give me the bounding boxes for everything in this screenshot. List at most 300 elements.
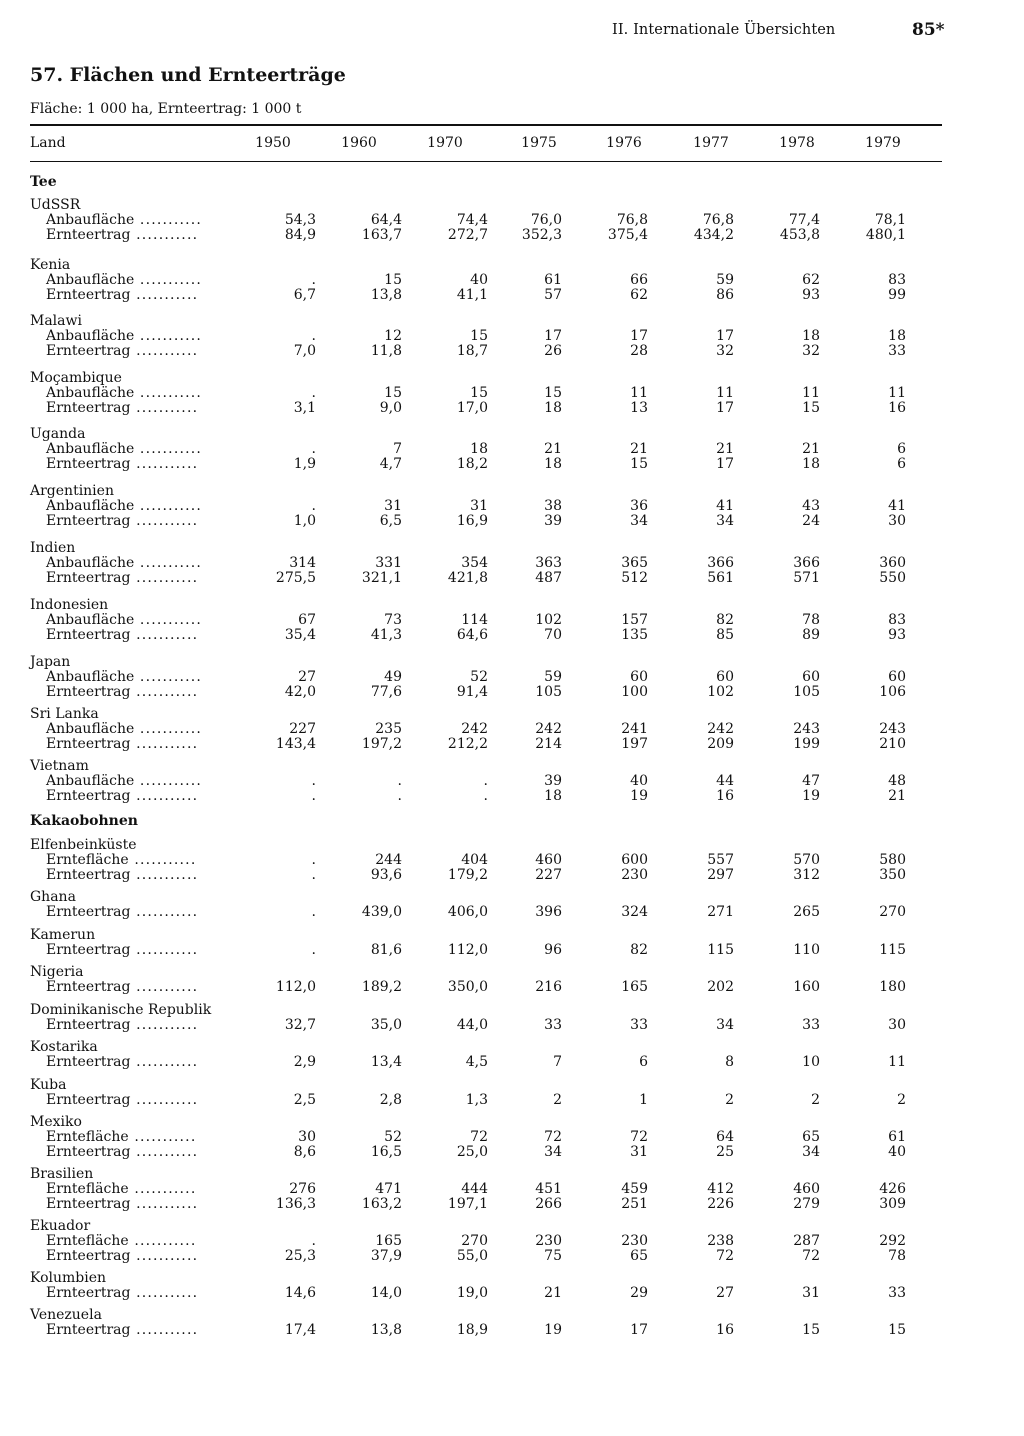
table-cell: 550 <box>879 570 906 586</box>
row-label <box>46 272 202 288</box>
table-cell: 18 <box>544 788 562 804</box>
table-cell: . <box>311 385 316 401</box>
table-cell: 62 <box>630 287 648 303</box>
table-cell: 21 <box>802 441 820 457</box>
row-label <box>46 1196 198 1212</box>
table-cell: 270 <box>879 904 906 920</box>
leader-dots: ........... <box>134 773 203 789</box>
table-cell: 202 <box>707 979 734 995</box>
table-cell: 115 <box>707 942 734 958</box>
row-label-text: Anbaufläche <box>46 212 135 228</box>
leader-dots: ........... <box>130 570 199 586</box>
table-cell: 21 <box>544 1285 562 1301</box>
table-cell: 21 <box>544 441 562 457</box>
table-cell: 18 <box>470 441 488 457</box>
table-cell: 365 <box>621 555 648 571</box>
table-cell: 19 <box>802 788 820 804</box>
table-cell: 209 <box>707 736 734 752</box>
row-label-text: Ernteertrag <box>46 456 131 472</box>
row-label-text: Anbaufläche <box>46 669 135 685</box>
table-cell: 60 <box>888 669 906 685</box>
table-cell: 35,4 <box>284 627 316 643</box>
units-note: Fläche: 1 000 ha, Ernteertrag: 1 000 t <box>30 101 302 117</box>
table-cell: 136,3 <box>275 1196 316 1212</box>
leader-dots: ........... <box>128 1129 197 1145</box>
table-cell: 15 <box>384 385 402 401</box>
row-label-text: Ernteertrag <box>46 1322 131 1338</box>
row-label <box>46 788 198 804</box>
country-name: Kamerun <box>30 927 96 943</box>
table-cell: 18,2 <box>456 456 488 472</box>
table-cell: 83 <box>888 272 906 288</box>
country-name: Japan <box>30 654 71 670</box>
table-cell: 4,7 <box>379 456 402 472</box>
table-cell: 18,7 <box>456 343 488 359</box>
table-cell: . <box>311 942 316 958</box>
row-label <box>46 212 202 228</box>
row-label <box>46 979 198 995</box>
row-label-text: Ernteertrag <box>46 1092 131 1108</box>
table-cell: 297 <box>707 867 734 883</box>
table-cell: 265 <box>793 904 820 920</box>
row-label <box>46 1322 198 1338</box>
row-label <box>46 1181 196 1197</box>
table-cell: 34 <box>544 1144 562 1160</box>
table-cell: 163,7 <box>361 227 402 243</box>
table-cell: 2 <box>811 1092 820 1108</box>
table-cell: 57 <box>544 287 562 303</box>
table-cell: 214 <box>535 736 562 752</box>
table-cell: 366 <box>793 555 820 571</box>
table-cell: 34 <box>716 513 734 529</box>
table-cell: 59 <box>716 272 734 288</box>
table-cell: 580 <box>879 852 906 868</box>
table-cell: 197,1 <box>447 1196 488 1212</box>
row-label <box>46 684 198 700</box>
table-cell: 309 <box>879 1196 906 1212</box>
table-cell: 360 <box>879 555 906 571</box>
row-label <box>46 1144 198 1160</box>
table-cell: 29 <box>630 1285 648 1301</box>
table-cell: 4,5 <box>465 1054 488 1070</box>
table-cell: 3,1 <box>293 400 316 416</box>
table-cell: . <box>311 904 316 920</box>
table-cell: 66 <box>630 272 648 288</box>
column-header-year: 1950 <box>255 135 291 151</box>
table-cell: 18 <box>888 328 906 344</box>
page-title: 57. Flächen und Ernteerträge <box>30 64 346 86</box>
row-label <box>46 400 198 416</box>
table-cell: 6,7 <box>293 287 316 303</box>
row-label <box>46 1233 196 1249</box>
table-cell: 242 <box>707 721 734 737</box>
row-label-text: Ernteertrag <box>46 227 131 243</box>
table-cell: 6 <box>897 441 906 457</box>
row-label <box>46 1129 196 1145</box>
table-cell: 105 <box>535 684 562 700</box>
table-cell: 82 <box>716 612 734 628</box>
table-cell: 165 <box>375 1233 402 1249</box>
row-label-text: Ernteertrag <box>46 736 131 752</box>
row-label-text: Ernteertrag <box>46 627 131 643</box>
page-number: 85* <box>912 20 945 40</box>
table-cell: . <box>311 1233 316 1249</box>
column-header-land: Land <box>30 135 66 151</box>
table-cell: 41,1 <box>456 287 488 303</box>
row-label <box>46 287 198 303</box>
row-label-text: Erntefläche <box>46 852 129 868</box>
table-cell: 230 <box>621 1233 648 1249</box>
column-header-year: 1976 <box>606 135 642 151</box>
table-cell: 26 <box>544 343 562 359</box>
table-cell: 25,0 <box>456 1144 488 1160</box>
table-cell: 366 <box>707 555 734 571</box>
table-cell: 78 <box>888 1248 906 1264</box>
table-cell: 2,8 <box>379 1092 402 1108</box>
table-cell: 487 <box>535 570 562 586</box>
table-cell: 115 <box>879 942 906 958</box>
leader-dots: ........... <box>130 513 199 529</box>
country-name: Elfenbeinküste <box>30 837 137 853</box>
table-cell: 270 <box>461 1233 488 1249</box>
leader-dots: ........... <box>130 979 199 995</box>
country-name: Malawi <box>30 313 82 329</box>
table-cell: 1,3 <box>465 1092 488 1108</box>
table-cell: 65 <box>802 1129 820 1145</box>
table-cell: 15 <box>802 400 820 416</box>
leader-dots: ........... <box>130 942 199 958</box>
leader-dots: ........... <box>130 287 199 303</box>
table-cell: 77,6 <box>370 684 402 700</box>
row-label <box>46 385 202 401</box>
row-label-text: Ernteertrag <box>46 1017 131 1033</box>
row-label-text: Anbaufläche <box>46 612 135 628</box>
table-cell: 16 <box>716 788 734 804</box>
table-cell: 354 <box>461 555 488 571</box>
table-cell: . <box>397 788 402 804</box>
row-label-text: Ernteertrag <box>46 684 131 700</box>
table-cell: 242 <box>461 721 488 737</box>
row-label-text: Anbaufläche <box>46 272 135 288</box>
leader-dots: ........... <box>130 227 199 243</box>
row-label <box>46 904 198 920</box>
country-name: Kenia <box>30 257 71 273</box>
table-cell: 64,4 <box>370 212 402 228</box>
table-cell: 512 <box>621 570 648 586</box>
row-label <box>46 612 202 628</box>
row-label-text: Anbaufläche <box>46 385 135 401</box>
table-cell: . <box>311 773 316 789</box>
table-cell: 27 <box>716 1285 734 1301</box>
table-cell: 65 <box>630 1248 648 1264</box>
table-cell: 570 <box>793 852 820 868</box>
table-cell: 13,8 <box>370 287 402 303</box>
table-cell: 251 <box>621 1196 648 1212</box>
column-header-year: 1977 <box>693 135 729 151</box>
leader-dots: ........... <box>130 343 199 359</box>
table-cell: 2,5 <box>293 1092 316 1108</box>
row-label <box>46 1285 198 1301</box>
table-cell: 180 <box>879 979 906 995</box>
table-cell: 102 <box>707 684 734 700</box>
table-cell: 226 <box>707 1196 734 1212</box>
row-label-text: Ernteertrag <box>46 1248 131 1264</box>
row-label <box>46 627 198 643</box>
leader-dots: ........... <box>134 498 203 514</box>
table-cell: 16 <box>716 1322 734 1338</box>
table-cell: 292 <box>879 1233 906 1249</box>
table-cell: 31 <box>470 498 488 514</box>
row-label <box>46 736 198 752</box>
table-cell: 85 <box>716 627 734 643</box>
table-cell: 61 <box>544 272 562 288</box>
row-label-text: Anbaufläche <box>46 328 135 344</box>
table-cell: 40 <box>888 1144 906 1160</box>
column-header-year: 1970 <box>427 135 463 151</box>
table-cell: 52 <box>470 669 488 685</box>
country-name: Mexiko <box>30 1114 82 1130</box>
table-cell: . <box>311 498 316 514</box>
table-cell: 60 <box>630 669 648 685</box>
table-cell: 114 <box>461 612 488 628</box>
table-cell: 2 <box>897 1092 906 1108</box>
table-cell: . <box>311 441 316 457</box>
table-cell: 271 <box>707 904 734 920</box>
table-cell: 78 <box>802 612 820 628</box>
table-cell: 21 <box>888 788 906 804</box>
leader-dots: ........... <box>134 555 203 571</box>
leader-dots: ........... <box>128 1233 197 1249</box>
leader-dots: ........... <box>130 684 199 700</box>
table-cell: 25,3 <box>284 1248 316 1264</box>
table-cell: 17,4 <box>284 1322 316 1338</box>
table-cell: 375,4 <box>607 227 648 243</box>
table-cell: 14,6 <box>284 1285 316 1301</box>
table-cell: 40 <box>630 773 648 789</box>
table-cell: 21 <box>630 441 648 457</box>
table-cell: 72 <box>470 1129 488 1145</box>
row-label-text: Ernteertrag <box>46 343 131 359</box>
leader-dots: ........... <box>130 456 199 472</box>
table-cell: 7,0 <box>293 343 316 359</box>
row-label <box>46 513 198 529</box>
table-cell: 163,2 <box>361 1196 402 1212</box>
table-header-rule <box>30 161 942 162</box>
table-cell: 73 <box>384 612 402 628</box>
table-cell: 34 <box>802 1144 820 1160</box>
table-cell: 18 <box>802 328 820 344</box>
table-cell: 30 <box>888 513 906 529</box>
table-cell: . <box>311 328 316 344</box>
table-cell: 17 <box>716 456 734 472</box>
table-cell: 2 <box>553 1092 562 1108</box>
table-cell: 84,9 <box>284 227 316 243</box>
leader-dots: ........... <box>130 627 199 643</box>
table-cell: 396 <box>535 904 562 920</box>
table-cell: 24 <box>802 513 820 529</box>
table-cell: 421,8 <box>447 570 488 586</box>
country-name: Kolumbien <box>30 1270 107 1286</box>
table-cell: 93 <box>888 627 906 643</box>
table-cell: 406,0 <box>447 904 488 920</box>
leader-dots: ........... <box>130 1092 199 1108</box>
table-cell: 227 <box>535 867 562 883</box>
country-name: Indonesien <box>30 597 109 613</box>
table-cell: . <box>311 867 316 883</box>
country-name: Ghana <box>30 889 76 905</box>
table-cell: 312 <box>793 867 820 883</box>
table-cell: 13,8 <box>370 1322 402 1338</box>
table-cell: 471 <box>375 1181 402 1197</box>
table-cell: 76,8 <box>616 212 648 228</box>
table-cell: 72 <box>630 1129 648 1145</box>
table-cell: 112,0 <box>447 942 488 958</box>
leader-dots: ........... <box>134 721 203 737</box>
table-cell: 21 <box>716 441 734 457</box>
table-cell: 18 <box>802 456 820 472</box>
table-cell: 11,8 <box>370 343 402 359</box>
table-cell: 54,3 <box>284 212 316 228</box>
row-label <box>46 721 202 737</box>
leader-dots: ........... <box>130 904 199 920</box>
row-label-text: Anbaufläche <box>46 773 135 789</box>
table-cell: 8 <box>725 1054 734 1070</box>
table-cell: 2 <box>725 1092 734 1108</box>
table-cell: 86 <box>716 287 734 303</box>
row-label-text: Anbaufläche <box>46 498 135 514</box>
table-cell: 15 <box>630 456 648 472</box>
leader-dots: ........... <box>134 328 203 344</box>
column-header-year: 1960 <box>341 135 377 151</box>
table-cell: 14,0 <box>370 1285 402 1301</box>
table-cell: 272,7 <box>447 227 488 243</box>
table-cell: 110 <box>793 942 820 958</box>
table-cell: 404 <box>461 852 488 868</box>
table-cell: 15 <box>544 385 562 401</box>
table-cell: 41 <box>888 498 906 514</box>
table-cell: 40 <box>470 272 488 288</box>
table-cell: 17 <box>630 1322 648 1338</box>
table-cell: 76,8 <box>702 212 734 228</box>
leader-dots: ........... <box>130 1017 199 1033</box>
table-cell: 33 <box>544 1017 562 1033</box>
row-label <box>46 773 202 789</box>
country-name: Uganda <box>30 426 86 442</box>
table-cell: 18,9 <box>456 1322 488 1338</box>
table-cell: 13,4 <box>370 1054 402 1070</box>
table-cell: 17 <box>716 400 734 416</box>
leader-dots: ........... <box>130 1196 199 1212</box>
table-cell: 60 <box>802 669 820 685</box>
table-cell: 32 <box>802 343 820 359</box>
leader-dots: ........... <box>130 1054 199 1070</box>
row-label-text: Anbaufläche <box>46 555 135 571</box>
table-cell: 19 <box>544 1322 562 1338</box>
country-name: UdSSR <box>30 197 81 213</box>
table-cell: 32 <box>716 343 734 359</box>
row-label-text: Ernteertrag <box>46 979 131 995</box>
table-cell: 189,2 <box>361 979 402 995</box>
country-name: Indien <box>30 540 76 556</box>
column-header-year: 1978 <box>779 135 815 151</box>
table-cell: 41,3 <box>370 627 402 643</box>
table-cell: 38 <box>544 498 562 514</box>
running-head: II. Internationale Übersichten <box>612 22 836 38</box>
table-cell: 321,1 <box>361 570 402 586</box>
table-cell: 2,9 <box>293 1054 316 1070</box>
row-label <box>46 343 198 359</box>
table-cell: 100 <box>621 684 648 700</box>
leader-dots: ........... <box>130 736 199 752</box>
row-label <box>46 570 198 586</box>
table-cell: 72 <box>544 1129 562 1145</box>
table-cell: 412 <box>707 1181 734 1197</box>
table-cell: 93 <box>802 287 820 303</box>
table-cell: 242 <box>535 721 562 737</box>
table-cell: 48 <box>888 773 906 789</box>
row-label <box>46 227 198 243</box>
leader-dots: ........... <box>134 212 203 228</box>
table-cell: 165 <box>621 979 648 995</box>
leader-dots: ........... <box>130 1285 199 1301</box>
table-cell: 44,0 <box>456 1017 488 1033</box>
row-label-text: Anbaufläche <box>46 721 135 737</box>
table-cell: . <box>311 272 316 288</box>
table-cell: 34 <box>630 513 648 529</box>
table-cell: 49 <box>384 669 402 685</box>
table-cell: 74,4 <box>456 212 488 228</box>
table-cell: 238 <box>707 1233 734 1249</box>
table-cell: 41 <box>716 498 734 514</box>
table-cell: 39 <box>544 773 562 789</box>
table-cell: 42,0 <box>284 684 316 700</box>
table-cell: 1,0 <box>293 513 316 529</box>
row-label-text: Ernteertrag <box>46 942 131 958</box>
table-cell: 96 <box>544 942 562 958</box>
table-cell: 244 <box>375 852 402 868</box>
table-cell: 32,7 <box>284 1017 316 1033</box>
table-cell: 13 <box>630 400 648 416</box>
leader-dots: ........... <box>134 272 203 288</box>
table-cell: 33 <box>802 1017 820 1033</box>
table-cell: 350,0 <box>447 979 488 995</box>
leader-dots: ........... <box>130 788 199 804</box>
table-cell: 9,0 <box>379 400 402 416</box>
table-cell: 10 <box>802 1054 820 1070</box>
table-cell: 444 <box>461 1181 488 1197</box>
row-label-text: Erntefläche <box>46 1233 129 1249</box>
row-label <box>46 498 202 514</box>
section-heading: Tee <box>30 174 57 190</box>
table-cell: 235 <box>375 721 402 737</box>
column-header-year: 1975 <box>521 135 557 151</box>
table-header <box>0 135 1024 153</box>
row-label <box>46 669 202 685</box>
table-cell: 72 <box>716 1248 734 1264</box>
table-cell: 11 <box>888 385 906 401</box>
table-cell: 31 <box>630 1144 648 1160</box>
table-cell: 11 <box>888 1054 906 1070</box>
table-cell: 210 <box>879 736 906 752</box>
row-label <box>46 328 202 344</box>
country-name: Dominikanische Republik <box>30 1002 212 1018</box>
table-cell: 11 <box>716 385 734 401</box>
table-cell: 331 <box>375 555 402 571</box>
table-cell: 6,5 <box>379 513 402 529</box>
table-cell: 11 <box>630 385 648 401</box>
table-cell: 350 <box>879 867 906 883</box>
row-label <box>46 441 202 457</box>
